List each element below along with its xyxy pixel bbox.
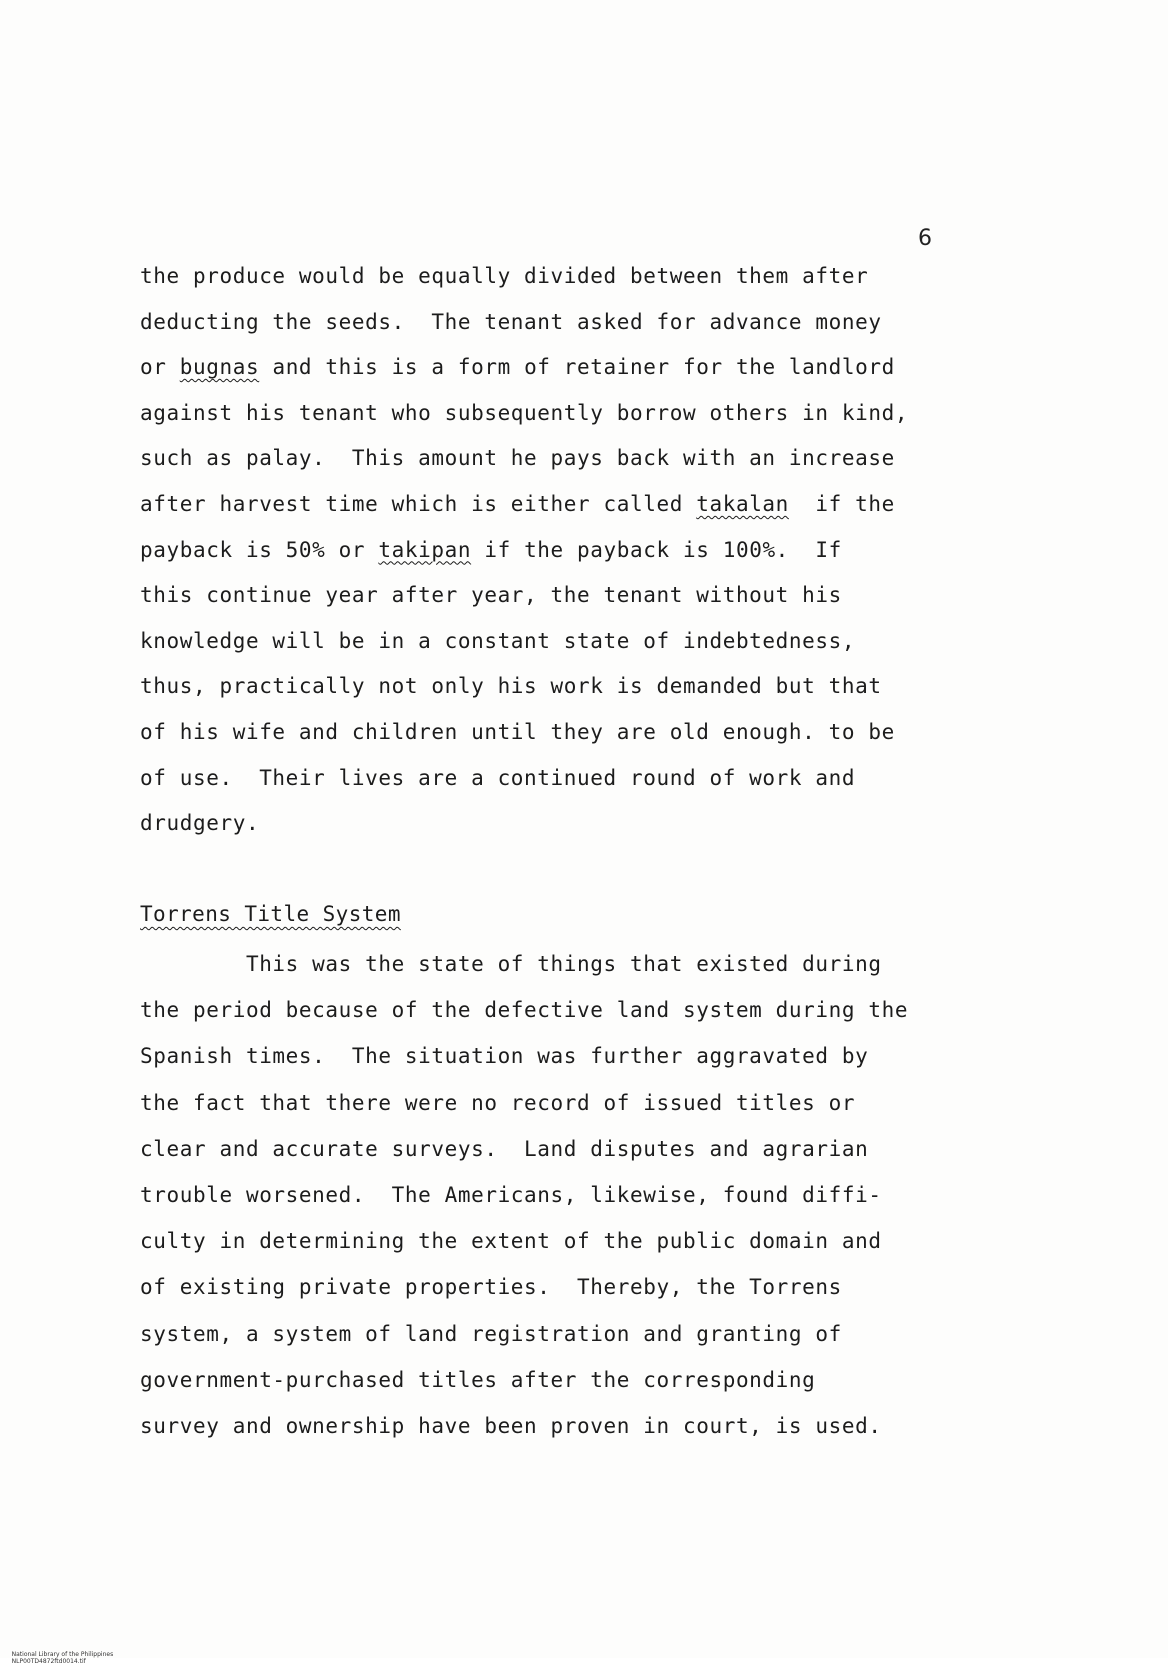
text-line: culty in determining the extent of the public domain and <box>140 1229 882 1254</box>
text-line <box>140 536 842 564</box>
text-segment: if the payback is 100%. If <box>471 537 842 562</box>
text-line: such as palay. This amount he pays back with an increase <box>140 446 895 471</box>
underlined-term: takalan <box>696 492 789 516</box>
text-line <box>140 353 895 381</box>
text-line: of existing private properties. Thereby, the Torrens <box>140 1275 842 1300</box>
footer-file: NLP00TD4872ftd0014.tif <box>11 1658 86 1665</box>
text-line: this continue year after year, the tenant without his <box>140 583 842 608</box>
text-line: This was the state of things that existed during <box>140 952 882 976</box>
text-line: against his tenant who subsequently borrow others in kind, <box>140 400 909 425</box>
text-line: clear and accurate surveys. Land disputes and agrarian <box>140 1136 869 1161</box>
underlined-term: bugnas <box>179 355 260 380</box>
underlined-term: takipan <box>378 537 472 562</box>
footer-library: National Library of the Philippines <box>11 1651 114 1658</box>
scan-footer <box>4 1644 133 1672</box>
text-line: of use. Their lives are a continued round of work and <box>140 765 856 790</box>
text-line: the produce would be equally divided between them after <box>140 264 869 288</box>
text-line: system, a system of land registration and granting of <box>140 1321 842 1346</box>
text-segment: if the <box>788 492 895 516</box>
text-line: deducting the seeds. The tenant asked for advance money <box>140 309 882 334</box>
text-line: the period because of the defective land system during the <box>140 998 909 1023</box>
text-line <box>140 490 895 518</box>
text-line: trouble worsened. The Americans, likewise, found diffi- <box>140 1183 882 1207</box>
text-segment: and this is a form of retainer for the landlord <box>259 355 895 380</box>
text-line: survey and ownership have been proven in court, is used. <box>140 1414 882 1438</box>
text-line: Spanish times. The situation was further aggravated by <box>140 1044 869 1069</box>
text-line: thus, practically not only his work is demanded but that <box>140 674 882 699</box>
text-line: of his wife and children until they are old enough. to be <box>140 720 895 744</box>
text-line: government-purchased titles after the corresponding <box>140 1367 816 1392</box>
text-line: the fact that there were no record of issued titles or <box>140 1090 856 1115</box>
text-line: knowledge will be in a constant state of indebtedness, <box>140 628 856 653</box>
text-line: drudgery. <box>140 811 260 836</box>
text-segment: payback is 50% or <box>140 537 379 562</box>
text-segment: after harvest time which is either called <box>140 492 697 516</box>
text-segment: or <box>140 355 180 380</box>
page-number: 6 <box>918 226 932 251</box>
section-heading: Torrens Title System <box>140 902 401 926</box>
